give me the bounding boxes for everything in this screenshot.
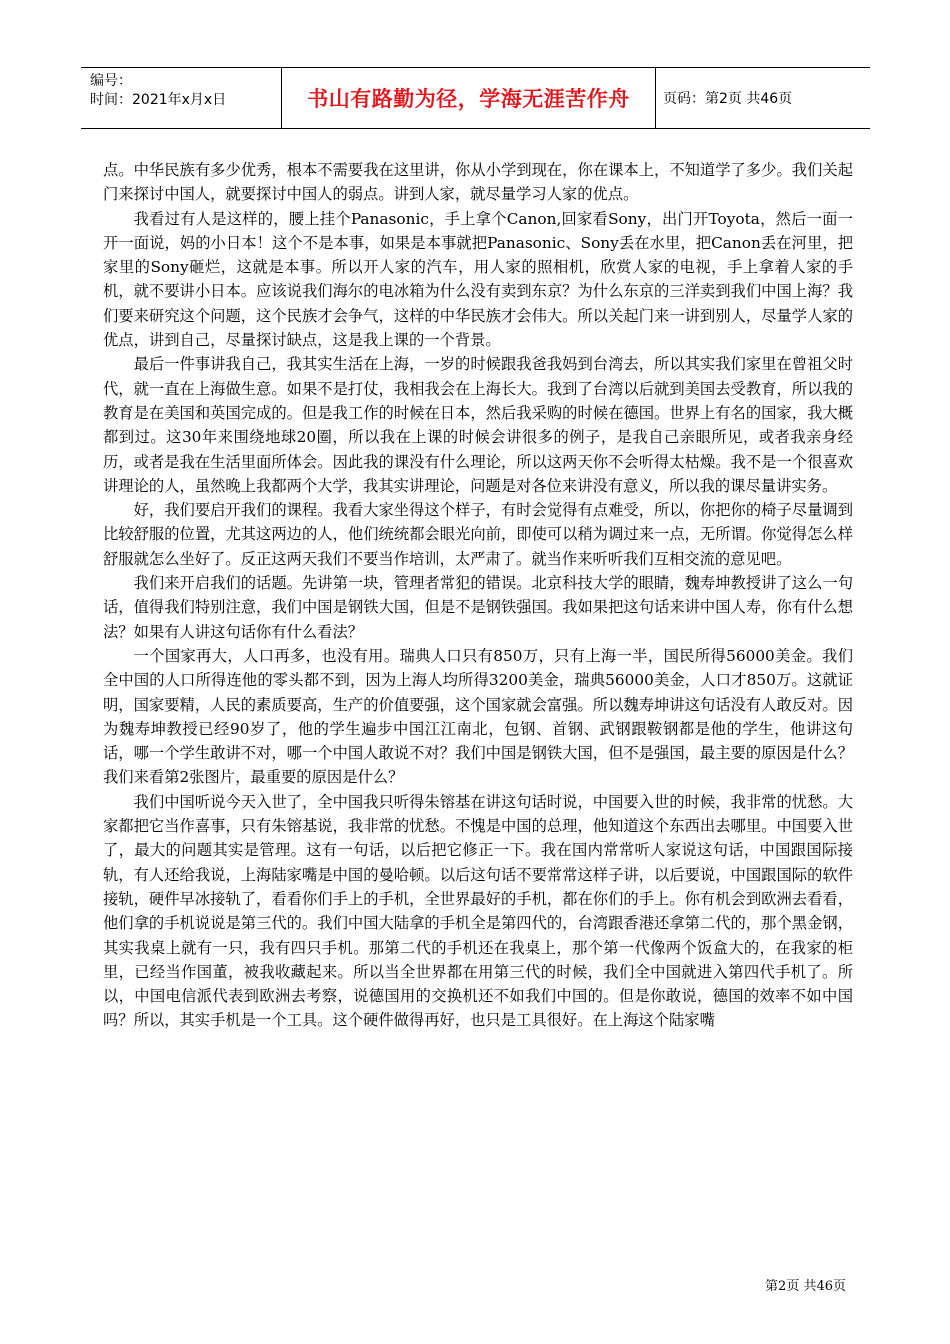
document-date-label: 时间：2021年x月x日 [90, 92, 227, 108]
paragraph: 最后一件事讲我自己，我其实生活在上海，一岁的时候跟我爸我妈到台湾去，所以其实我们家里在曾祖父时代，就一直在上海做生意。如果不是打仗，我相我会在上海长大。我到了台湾以后就到美国去受教育，所以我的教育是在美国和英国完成的。但是我工作的时候在日本，然后我采购的时候在德国。世界上有名的国家，我大概都到过。这30年来围绕地球20圈，所以我在上课的时候会讲很多的例子，是我自己亲眼所见，或者我亲身经历，或者是我在生活里面所体会。因此我的课没有什么理论，所以这两天你不会听得太枯燥。我不是一个很喜欢讲理论的人，虽然晚上我都两个大学，我其实讲理论，问题是对各位来讲没有意义，所以我的课尽量讲实务。 [103, 355, 853, 495]
header-motto: 书山有路勤为径，学海无涯苦作舟 [307, 87, 630, 111]
paragraph: 我们来开启我们的话题。先讲第一块，管理者常犯的错误。北京科技大学的眼睛，魏寿坤教授讲了这么一句话，值得我们特别注意，我们中国是钢铁大国，但是不是钢铁强国。我如果把这句话来讲中国人寿，你有什么想法？如果有人讲这句话你有什么看法？ [103, 574, 853, 641]
page-footer: 第2页 共46页 [765, 1279, 846, 1294]
header-page-code: 页码：第2页 共46页 [663, 91, 793, 107]
paragraph: 我们中国听说今天入世了，全中国我只听得朱镕基在讲这句话时说，中国要入世的时候，我非常的忧愁。大家都把它当作喜事，只有朱镕基说，我非常的忧愁。不愧是中国的总理，他知道这个东西出去哪里。中国要入世了，最大的问题其实是管理。这有一句话，以后把它修正一下。我在国内常常听人家说这句话，中国跟国际接轨，有人还给我说，上海陆家嘴是中国的曼哈顿。以后这句话不要常常这样子讲，以后要说，中国跟国际的软件接轨，硬件早冰接轨了，看看你们手上的手机，全世界最好的手机，都在你们的手上。你有机会到欧洲去看看，他们拿的手机说说是第三代的。我们中国大陆拿的手机全是第四代的，台湾跟香港还拿第二代的，那个黑金钢，其实我桌上就有一只，我有四只手机。那第二代的手机还在我桌上，那个第一代像两个饭盒大的，在我家的柜里，已经当作国董，被我收藏起来。所以当全世界都在用第三代的时候，我们全中国就进入第四代手机了。所以，中国电信派代表到欧洲去考察，说德国用的交换机还不如我们中国的。但是你敢说，德国的效率不如中国吗？所以，其实手机是一个工具。这个硬件做得再好，也只是工具很好。在上海这个陆家嘴 [103, 792, 853, 1030]
paragraph: 好，我们要启开我们的课程。我看大家坐得这个样子，有时会觉得有点难受，所以，你把你的椅子尽量调到比较舒服的位置，尤其这两边的人，他们统统都会眼光向前，即使可以稍为调过来一点，无所谓。你觉得怎么样舒服就怎么坐好了。反正这两天我们不要当作培训，太严肃了。就当作来听听我们互相交流的意见吧。 [103, 501, 853, 568]
header-left-cell [81, 68, 281, 128]
header-motto-cell [281, 68, 656, 128]
document-number-label: 编号： [90, 73, 132, 89]
paragraph: 一个国家再大，人口再多，也没有用。瑞典人口只有850万，只有上海一半，国民所得56000美金。我们全中国的人口所得连他的零头都不到，因为上海人均所得3200美金，瑞典56000美金，人口才850万。这就证明，国家要精，人民的素质要高，生产的价值要强，这个国家就会富强。所以魏寿坤讲这句话没有人敢反对。因为魏寿坤教授已经90岁了，他的学生遍步中国江江南北，包钢、首钢、武钢跟鞍钢都是他的学生，他讲这句话，哪一个学生敢讲不对，哪一个中国人敢说不对？我们中国是钢铁大国，但不是强国，最主要的原因是什么？我们来看第2张图片，最重要的原因是什么？ [103, 646, 853, 787]
page-header [81, 67, 870, 129]
header-page-cell [656, 68, 870, 128]
paragraph: 我看过有人是这样的，腰上挂个Panasonic，手上拿个Canon,回家看Sony，出门开Toyota，然后一面一开一面说，妈的小日本！这个不是本事，如果是本事就把Panasonic、Sony丢在水里，把Canon丢在河里，把家里的Sony砸烂，这就是本事。所以开人家的汽车，用人家的照相机，欣赏人家的电视，手上拿着人家的手机，就不要讲小日本。应该说我们海尔的电冰箱为什么没有卖到东京？为什么东京的三洋卖到我们中国上海？我们要来研究这个问题，这个民族才会争气，这样的中华民族才会伟大。所以关起门来一讲到别人，尽量学人家的优点，讲到自己，尽量探讨缺点，这是我上课的一个背景。 [103, 209, 853, 350]
paragraph: 点。中华民族有多少优秀，根本不需要我在这里讲，你从小学到现在，你在课本上，不知道学了多少。我们关起门来探讨中国人，就要探讨中国人的弱点。讲到人家，就尽量学习人家的优点。 [103, 161, 853, 204]
body-text [103, 158, 853, 1033]
